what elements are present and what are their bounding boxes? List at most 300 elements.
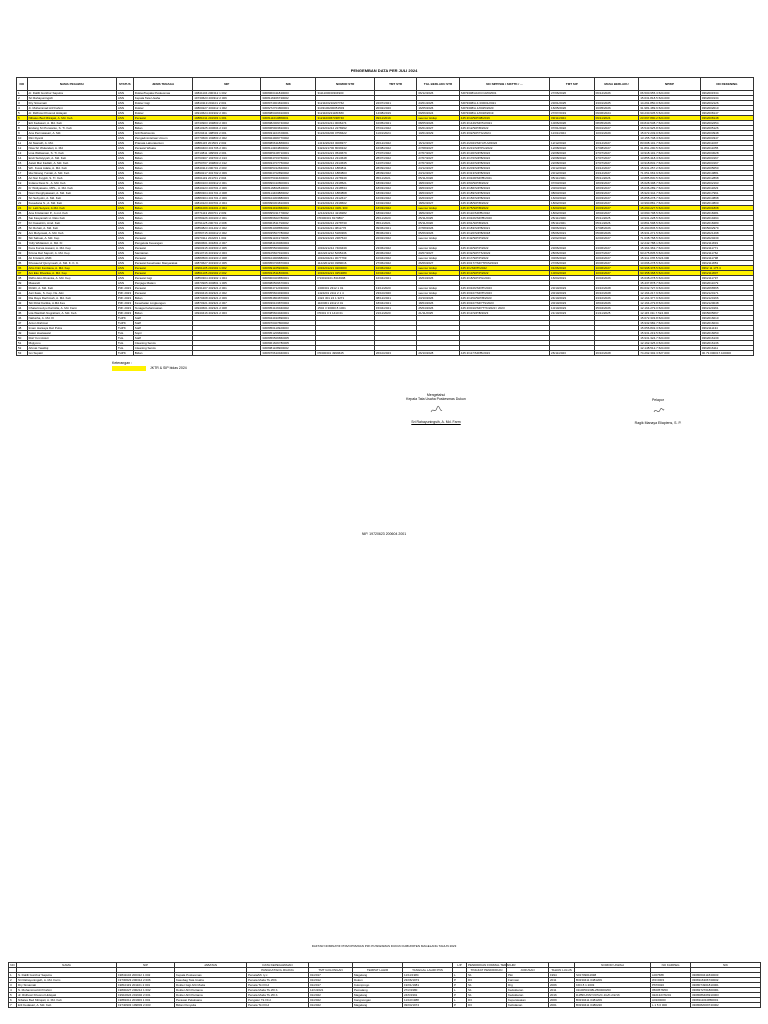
table-cell: 3122202212 2318602 xyxy=(316,201,374,206)
table-cell: 20/03/2022 xyxy=(550,186,595,191)
table-cell: 38 xyxy=(17,276,28,281)
table-cell: 2011 xyxy=(549,978,575,983)
table-cell: 0362016136 xyxy=(700,341,753,346)
table-cell: Pranata Laboratorium xyxy=(133,141,192,146)
table-cell: 10/04/2022 xyxy=(374,256,416,261)
column-header: MASA BERLAKU xyxy=(594,78,639,91)
table-cell: 3308050110920003 xyxy=(261,326,316,331)
table-cell: 09/04/1974 xyxy=(403,1003,453,1008)
table-cell: 1023222222 2387543 xyxy=(316,236,374,241)
table-cell: Indana Dewi N., A. Md. Keb xyxy=(27,181,116,186)
legend-text: JKTR & SIP bidas 2024 xyxy=(150,366,187,370)
table-cell: THL xyxy=(116,346,133,351)
table-cell: 3308081108900002 xyxy=(261,346,316,351)
table-cell: 3308024906770002 xyxy=(261,136,316,141)
table-cell: 46 xyxy=(17,316,28,321)
table-cell: L xyxy=(453,973,467,978)
table-cell: Asteli Mar Fadlah, A. Md. Keb xyxy=(27,161,116,166)
table-cell: 3122202211 0811776 xyxy=(316,226,374,231)
table-cell: 05/11/2021 xyxy=(550,221,595,226)
table-cell: 27 xyxy=(17,221,28,226)
table-cell: 3308004702890002 xyxy=(261,171,316,176)
table-cell: 4 xyxy=(9,988,17,993)
table-cell: 1032201221 0254080 xyxy=(316,271,374,276)
table-cell: 3308084106960004 xyxy=(261,241,316,246)
table-cell: Dokter Ahli Pertama xyxy=(175,993,247,998)
table-cell: Kebidanan xyxy=(507,1003,549,1008)
table-cell: 445.3/75/SIP/B/2022 xyxy=(459,206,549,211)
table-cell: dr. Ridhowi Khusnul Hidayati xyxy=(17,993,117,998)
table-cell: SIP/3308/A.1/0018/2019 xyxy=(459,111,549,116)
table-cell: Asri Ikatu, S. Kep. Ns. Aiki xyxy=(27,291,116,296)
signature-left xyxy=(376,393,496,424)
table-cell: 11/10/1988 xyxy=(403,998,453,1003)
table-cell: 19910624 201902 2 001 xyxy=(117,993,175,998)
table-cell: 0362003347 xyxy=(700,136,753,141)
table-cell: S1 xyxy=(467,973,507,978)
table-cell: 0362017961 xyxy=(700,191,753,196)
table-cell: 32 xyxy=(17,246,28,251)
table-cell: 19860403 201706 2 001 xyxy=(193,146,261,151)
table-cell: 445.3/0106/SIP/B/2020 xyxy=(459,216,549,221)
table-cell: Ahis Fikri Ferdiana, A. Md. Kep xyxy=(27,266,116,271)
table-cell: 13.931.228.5.524.000 xyxy=(639,216,701,221)
table-cell: 16/12/2027 xyxy=(594,141,639,146)
table-cell: 18/03/2022 xyxy=(374,186,416,191)
column-subheader: TANGGAL LAHIR PNS xyxy=(403,968,453,973)
table-cell: 15.931.257.2.524.000 xyxy=(639,166,701,171)
table-cell: 3308034707750002 xyxy=(261,161,316,166)
table-cell: 445.3/91/SIP/B/2021 xyxy=(459,221,549,226)
table-cell: Ali Nasrath, A. Md. xyxy=(27,141,116,146)
table-cell: 06/12/2026 xyxy=(417,91,459,96)
table-cell: 05/06/2021 xyxy=(550,231,595,236)
table-cell: 05/11/2026 xyxy=(417,221,459,226)
table-cell: 20 xyxy=(17,186,28,191)
table-cell: 12/1/2021 xyxy=(309,988,353,993)
table-cell: 0362003948 xyxy=(700,131,753,136)
table-cell: S01709011998 xyxy=(575,973,651,978)
table-cell: Ridho Eko Rivanka, A. Md. Kep xyxy=(27,276,116,281)
table-cell: 3122202212 1883868 xyxy=(316,191,374,196)
column-header: PENDIDIKAN FORMAL TERAKHIR xyxy=(468,963,516,967)
table-cell: 3122202212 2313635 xyxy=(316,161,374,166)
signature-left-name: Sri Rahayuningsih, A. Md. Farm xyxy=(411,420,461,424)
table-row xyxy=(9,1003,761,1008)
table-cell: 01100501/08L2500000/00 xyxy=(575,988,651,993)
table-cell: 15.490.845.5.524.000 xyxy=(639,226,701,231)
table-cell: 0365002979 xyxy=(700,226,753,231)
table-cell: Siti Rizal Kartika, A.Md.Kes xyxy=(27,301,116,306)
table-cell: Staff xyxy=(133,316,192,321)
table-cell: SIP/3308/A10/C/10/00/001 xyxy=(459,91,549,96)
table-cell: 93.998.378.5.524.000 xyxy=(639,266,701,271)
table-cell: 25/04/2026 xyxy=(594,306,639,311)
table-cell: Fr. Lalit Setyani, A.Md. Keb xyxy=(27,206,116,211)
table-cell: 0362002193 xyxy=(700,181,753,186)
table-cell: Dokter Gigi xyxy=(133,101,192,106)
table-cell: 13 xyxy=(17,151,28,156)
table-cell: 445.3/0107/SIP/TS/2023 xyxy=(459,301,549,306)
table-cell: 1322 301 24 1 3271 xyxy=(316,296,374,301)
table-cell: Dokter/Kepala Puskesmas xyxy=(133,91,192,96)
table-cell: Sri Rahayuningsih xyxy=(27,96,116,101)
table-cell: 3308074901810001 xyxy=(261,101,316,106)
table-cell: 16/08/2022 xyxy=(374,146,416,151)
table-cell: 16/03/2027 xyxy=(594,196,639,201)
table-cell: 445.3/0108/SIP/B/2021 xyxy=(459,176,549,181)
table-cell: 445.3/0177/SIP/TPKM/2022 xyxy=(459,261,549,266)
table-cell: 3308080509670001 xyxy=(261,281,316,286)
table-cell: 10 xyxy=(17,136,28,141)
table-cell: ASN xyxy=(116,201,133,206)
table-cell: 10/04/2022 xyxy=(374,271,416,276)
table-cell: 41 xyxy=(17,291,28,296)
table-cell: Gizi/Nutrisionis xyxy=(133,131,192,136)
table-cell: 16/03/2027 xyxy=(417,196,459,201)
table-cell: 15.036.289.7.524.000 xyxy=(639,186,701,191)
table-cell: Perawat xyxy=(133,116,192,121)
table-cell: 12/08/2022 xyxy=(550,146,595,151)
table-cell: 07/03/2022 xyxy=(550,181,595,186)
table-cell: 0362066565 xyxy=(700,286,753,291)
table-cell: 0362008147 xyxy=(700,111,753,116)
table-row xyxy=(17,286,754,291)
table-cell: 19940601 202321 2 008 xyxy=(193,306,261,311)
table-cell: ASN xyxy=(116,136,133,141)
table-cell: Penjaga Malam xyxy=(133,281,192,286)
table-cell: 3308061606780005 xyxy=(261,341,316,346)
table-cell: ASN xyxy=(116,176,133,181)
table-cell: 0362016111 xyxy=(700,346,753,351)
table-cell: 445.3/0010/SIP/TTK/2023 / 2023 xyxy=(459,306,549,311)
table-cell: 51 xyxy=(17,341,28,346)
table-cell: 12.242.788.1.524.000 xyxy=(639,241,701,246)
table-cell: 4 xyxy=(17,106,28,111)
table-cell: Isn Supatri xyxy=(27,351,116,356)
table-cell: 48 xyxy=(17,326,28,331)
table-cell: Keperawatan xyxy=(507,998,549,1003)
table-cell: ASN xyxy=(116,231,133,236)
column-header: L/P xyxy=(453,963,467,968)
table-cell: Penata Muda Tk.I/III.b xyxy=(247,988,309,993)
column-header: NO xyxy=(17,78,28,91)
table-cell: 01/2022 xyxy=(309,993,353,998)
table-cell: THL xyxy=(116,336,133,341)
table-cell: 23/10/2026 xyxy=(594,296,639,301)
table-cell: Bidan xyxy=(133,196,192,201)
table-cell: 23/12/2027 xyxy=(417,171,459,176)
table-cell: 19810119 201101 2 001 xyxy=(117,983,175,988)
table-cell: 0362111771 xyxy=(700,246,753,251)
table-cell: ASN xyxy=(116,141,133,146)
table-cell: 0362111797 xyxy=(700,276,753,281)
table-cell: 20/07/2027 xyxy=(594,251,639,256)
table-cell: 5 xyxy=(9,993,17,998)
table-cell: 15.931.271.5.524.000 xyxy=(639,231,701,236)
column-header: NO REKENING xyxy=(700,78,753,91)
table-cell: Ida Ninang Yuniati, A. Md. Keb xyxy=(27,171,116,176)
table-cell: 3122202212 2318521 xyxy=(316,181,374,186)
column-header: NIK xyxy=(261,78,316,91)
table-cell: 0362120048 xyxy=(700,301,753,306)
table-cell: 3122202212 3181 300 xyxy=(316,206,374,211)
table-cell: 445.3/120/SIP/B/2018 xyxy=(459,231,549,236)
table-cell: 19900315 201503 2 005 xyxy=(193,246,261,251)
table-cell: Lita Wardiah Nugrahani, A. Md. Keb xyxy=(27,311,116,316)
table-cell: 25/11/2025 xyxy=(594,216,639,221)
table-cell: 13/11/2020 xyxy=(374,286,416,291)
table-cell: 11/01/2024 xyxy=(374,131,416,136)
table-cell: 3308070407800002 xyxy=(261,321,316,326)
table-cell: 19720411 198503 2 001 xyxy=(193,131,261,136)
table-cell: 3308111010880001 xyxy=(261,116,316,121)
table-cell: 16/05/2026 xyxy=(550,106,595,111)
table-cell: 26/10/2028 xyxy=(417,351,459,356)
table-cell: 3308104303880003 xyxy=(261,196,316,201)
table-cell: 445.3/156/SIP/B/2022 xyxy=(459,196,549,201)
table-cell: 01/06/2022 xyxy=(550,266,595,271)
table-cell: 10/06/2027 xyxy=(594,266,639,271)
table-cell: Farmasi xyxy=(507,978,549,983)
table-cell: Chaterina Ayu Karmilia, A. Md. Farm xyxy=(27,306,116,311)
table-cell: 23/10/2026 xyxy=(417,296,459,301)
table-cell: 18/02/2027 xyxy=(417,201,459,206)
table-cell: 15.437.878.7.524.000 xyxy=(639,281,701,286)
table-cell: ASN xyxy=(116,196,133,201)
table-cell: 10/04/2027 xyxy=(594,271,639,276)
table-cell: 3308005312840004 xyxy=(261,166,316,171)
table-cell: 445.3/43/SIP/P/2022 xyxy=(459,246,549,251)
table-cell: Bidan xyxy=(133,201,192,206)
table-cell: 83.608.101.7.524.000 xyxy=(639,141,701,146)
table-cell: 3122201221 0549679 xyxy=(316,151,374,156)
table-cell: 18/02/2027 xyxy=(594,201,639,206)
table-cell: L 1 5 0 000 xyxy=(651,1003,691,1008)
column-subheader: TEMPAT LAHIR xyxy=(353,968,403,973)
table-cell: 12/07/2022 xyxy=(374,161,416,166)
table-cell: 2016 xyxy=(549,993,575,998)
table-cell: 23 xyxy=(17,201,28,206)
table-cell: Magelang xyxy=(353,973,403,978)
table-cell: ASN xyxy=(116,236,133,241)
table-cell: 01/2012 xyxy=(309,978,353,983)
table-cell: Dukun xyxy=(353,978,403,983)
table-cell: 50 xyxy=(17,336,28,341)
table-cell: 71.638.768.5.524.000 xyxy=(639,236,701,241)
signature-mark-icon xyxy=(429,405,443,415)
table-cell: 20/12/2022 xyxy=(374,141,416,146)
table-cell: P3K 2023 xyxy=(116,296,133,301)
column-header: NOMOR STR xyxy=(316,78,374,91)
table-cell: 19870321 202321 2 007 xyxy=(193,301,261,306)
table-cell: ASN xyxy=(116,91,133,96)
table-cell: W0 0003 xyxy=(651,978,691,983)
table-cell: 22/02/2022 xyxy=(374,236,416,241)
table-cell: 0362005126 xyxy=(700,126,753,131)
table-cell: 19661119 201701 2 004 xyxy=(193,176,261,181)
table-cell: 23/12/2022 xyxy=(550,166,595,171)
table-cell: 1413220216 0008377 xyxy=(316,141,374,146)
table-cell: 3308056506860005 xyxy=(261,336,316,341)
table-cell: Perawat xyxy=(133,271,192,276)
table-cell: Kri Kasaintin, Amd. Keb xyxy=(27,221,116,226)
table-cell: 24 xyxy=(17,206,28,211)
table-cell: Sanitarian xyxy=(133,251,192,256)
table-cell: P0300301 8179867 xyxy=(316,216,374,221)
table-cell: 24/6/1991 xyxy=(403,993,453,998)
table-cell: 0362018480 xyxy=(700,221,753,226)
table-cell: 19810325 200604 2 010 xyxy=(193,126,261,131)
table-cell: ASN xyxy=(116,126,133,131)
table-cell: 12.164.279.8.524.000 xyxy=(639,301,701,306)
table-cell: 22/08/2022 xyxy=(550,151,595,156)
table-cell: 22/08/2022 xyxy=(550,161,595,166)
table-cell: 3308034910860001 xyxy=(261,206,316,211)
table-cell: 06/12/2026 xyxy=(594,91,639,96)
table-cell: Ahmat Yasidiqi xyxy=(27,346,116,351)
table-cell: 0362001534 xyxy=(700,91,753,96)
table-cell: ASN xyxy=(116,146,133,151)
table-cell: 3308105607910001 xyxy=(261,251,316,256)
table-cell: Sri Sebyutin, A. Md. Keb xyxy=(27,196,116,201)
table-cell: 1032201221 0200000 xyxy=(316,266,374,271)
table-cell: 16/03/2022 xyxy=(374,196,416,201)
table-cell: 23/12/2027 xyxy=(417,166,459,171)
table-cell: 26/10/2028 xyxy=(594,291,639,296)
table-cell: 19880304 201701 2 009 xyxy=(193,196,261,201)
table-cell: ASN xyxy=(116,211,133,216)
table-cell: 27/07/2027 xyxy=(594,161,639,166)
table-cell: 93.358.368.5.524.000 xyxy=(639,271,701,276)
table-cell: Kura Kursia Hasani, A. Md. Kep xyxy=(27,246,116,251)
table-cell: 26 xyxy=(17,216,28,221)
table-cell: Erli Kedasari, A. Md. Keb xyxy=(17,1003,117,1008)
table-cell: Magelang xyxy=(353,993,403,998)
table-cell: 12/12/2022 xyxy=(550,141,595,146)
table-cell: 21 xyxy=(17,191,28,196)
table-cell: 08/12/2021 xyxy=(374,296,416,301)
table-cell: 12.164.217.9.524.000 xyxy=(639,291,701,296)
column-header: NPWP xyxy=(639,78,701,91)
table-cell: 445.3/183/SIP/B/2021 xyxy=(459,226,549,231)
table-cell: 3122202212 2278349 xyxy=(316,176,374,181)
table-cell: 0362 11 175 3 xyxy=(700,266,753,271)
table-cell: ASN xyxy=(116,221,133,226)
table-cell: 3308076610940001 xyxy=(261,351,316,356)
table-cell: 0362003167 xyxy=(700,156,753,161)
table-cell: 0362003167 xyxy=(700,161,753,166)
table-cell: 3308086611880004 xyxy=(261,141,316,146)
table-cell: 3122202212 1883803 xyxy=(316,171,374,176)
table-cell: 26/11/2020 xyxy=(550,216,595,221)
table-cell: 22/07/2021 xyxy=(374,101,416,106)
table-cell: 84.632.727.9.524.000 xyxy=(639,286,701,291)
table-cell: Kesehatan Lingkungan xyxy=(133,301,192,306)
table-cell: ASN xyxy=(116,251,133,256)
table-cell: 15.672.249.0.524.000 xyxy=(639,131,701,136)
nominative-table xyxy=(8,962,761,1008)
table-cell: 21/11/2020 xyxy=(374,311,416,316)
signature-right xyxy=(598,398,718,425)
table-cell: 05/06/2026 xyxy=(594,231,639,236)
table-cell: 18 xyxy=(17,176,28,181)
table-cell: THL xyxy=(116,331,133,336)
column-subheader: TMT GOLONGAN xyxy=(309,968,353,973)
table-cell: 15.290.227.5.524.000 xyxy=(639,206,701,211)
table-cell: Bidan xyxy=(133,226,192,231)
table-cell: 3308082009740002 xyxy=(691,1003,761,1008)
table-cell: 13.690.798.5.524.000 xyxy=(639,211,701,216)
table-cell: Perawat xyxy=(133,236,192,241)
table-cell: 18/03/2027 xyxy=(594,181,639,186)
table-cell: 0362010881 xyxy=(700,171,753,176)
table-cell: Bidan xyxy=(133,166,192,171)
table-cell: 3308082009740002 xyxy=(261,121,316,126)
table-cell: Bidan xyxy=(133,181,192,186)
table-cell: P670020 xyxy=(651,983,691,988)
table-cell: 15.543.925.8.524.000 xyxy=(639,126,701,131)
table-cell: 3308095311770002 xyxy=(261,211,316,216)
table-cell: 19750707 199803 2 012 xyxy=(193,161,261,166)
table-cell: 22/08/2022 xyxy=(550,156,595,161)
table-cell: 19740903 199803 2 003 xyxy=(193,121,261,126)
table-cell: 3308111010880001 xyxy=(691,998,761,1003)
table-cell: 28/07/2022 xyxy=(374,156,416,161)
table-cell: 445.3/313/SIP/B/2022 xyxy=(459,171,549,176)
table-cell: 00.79.000017.100000 xyxy=(700,351,753,356)
table-cell: ASN xyxy=(116,96,133,101)
table-cell: Khusaeruf Qunymeah, A. Md. K. K. K. xyxy=(27,261,116,266)
table-cell: 19810119 201101 2 001 xyxy=(193,101,261,106)
table-cell: 445.3/203/SIP/B/2022 xyxy=(459,166,549,171)
column-subheader: TINGKAT PENDIDIKAN xyxy=(467,968,507,973)
table-cell: 445.3/189/SIP/B/2022 xyxy=(459,191,549,196)
table-cell: 19840223 200701 2 006 xyxy=(193,186,261,191)
table-cell: Perawat xyxy=(133,256,192,261)
table-cell: 6 xyxy=(17,116,28,121)
table-cell: 19740903 199803 2 003 xyxy=(117,1003,175,1008)
signature-right-line1: Pelapor xyxy=(651,398,665,402)
table-cell: Staff xyxy=(133,326,192,331)
column-header: JABATAN xyxy=(175,963,247,968)
table-cell: 8 xyxy=(17,126,28,131)
table-cell: 05/06/2021 xyxy=(374,231,416,236)
table-cell: 3308096301810003 xyxy=(261,201,316,206)
table-cell: P13010101 8316998 xyxy=(316,276,374,281)
table-cell: 445.3/17/SIP/P/2022 xyxy=(459,256,549,261)
table-cell: 0362016139 xyxy=(700,336,753,341)
table-cell: ASN xyxy=(116,131,133,136)
column-header: NOMOR UNZAH xyxy=(575,963,651,968)
table-cell xyxy=(193,351,261,356)
table-cell: 05/11/2026 xyxy=(594,176,639,181)
table-cell: 25/11/2025 xyxy=(417,216,459,221)
table-cell: 0362013898 xyxy=(700,196,753,201)
signature-left-line1: Mengetahui xyxy=(426,393,446,397)
table-cell: 3122201211 0006474 xyxy=(316,121,374,126)
table-cell: 15.364.363.7.524.000 xyxy=(639,246,701,251)
table-cell: 445.3/140/SIP/B/2022 xyxy=(459,161,549,166)
table-cell: 22/02/2027 xyxy=(594,236,639,241)
table-cell: 445.3/32/SIP/TS/2022 xyxy=(459,251,549,256)
table-cell: 19841104 200312 1 002 xyxy=(193,91,261,96)
table-cell: 0362011079 xyxy=(700,281,753,286)
table-cell: 05/11/2026 xyxy=(417,176,459,181)
table-cell: D3 xyxy=(467,1003,507,1008)
table-cell: 09/06/2024 xyxy=(594,111,639,116)
table-cell: 0362111762 xyxy=(700,251,753,256)
